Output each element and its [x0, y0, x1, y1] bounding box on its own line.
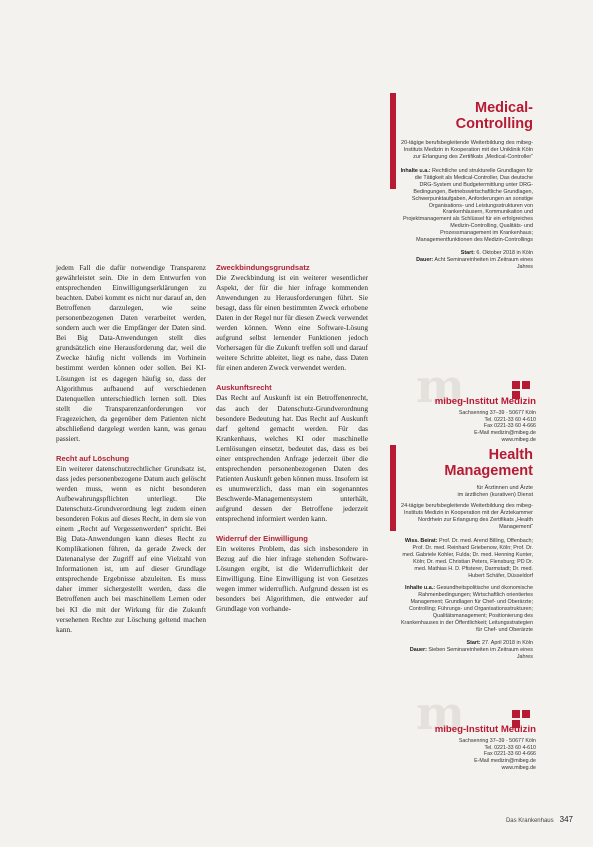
- heading-recht-auf-loeschung: Recht auf Löschung: [56, 453, 129, 463]
- heading-auskunftsrecht: Auskunftsrecht: [216, 383, 272, 393]
- paragraph-transparency: jedem Fall die dafür notwendige Transparenz gewährleistet sein. Die in dem Entwurfen von entsprechenden Einwilligungserklärungen zu beachten. Dabei kommt es nicht nur darauf an, den Betroffenen darzulegen, wie seine personenbezogenen Daten verarbeitet werden, sondern auch wer die Empfänger der Daten sind. Bei Big Data-Anwendungen stellt dies grundsätzlich eine Herausforderung dar, weil die Zwecke häufig nicht vollends im Vorhinein bestimmt werden können oder sollen. Bei KI-Lösungen ist es dagegen häufig so, dass der Algorithmus aufbauend auf verschiedenen Datenquellen unterschiedlich lernen soll. Dies stellt die Transparenzanforderungen vor Fragezeichen, da gegenüber dem Patienten nicht abschließend dargelegt werden kann, was genau passiert.: [56, 263, 206, 443]
- article-column-left: [56, 263, 206, 635]
- mibeg-watermark-icon: m: [416, 686, 465, 740]
- ad-accent-bar-top: [390, 93, 396, 189]
- ad1-subtitle: 20-tägige berufsbegleitende Weiterbildung des mibeg-Instituts Medizin in Kooperation mit der Uniklinik Köln zur Erlangung des Zertifikats „Medical-Controller“: [401, 140, 533, 160]
- ad2-duration: Dauer: Sieben Seminareinheiten im Zeitraum eines Jahres: [409, 646, 533, 660]
- mibeg-name: mibeg-Institut Medizin: [434, 724, 536, 735]
- page-footer: [460, 815, 573, 824]
- heading-widerruf: Widerruf der Einwilligung: [216, 534, 308, 544]
- mibeg-watermark-icon: m: [416, 359, 465, 413]
- ad2-subtitle-2: im ärztlichen (kurativen) Dienst: [457, 492, 533, 498]
- paragraph-loeschung: Ein weiterer datenschutzrechtlicher Grundsatz ist, dass jedes personenbezogene Datum auch gelöscht werden muss, wenn es nicht besonderen Aufbewahrungspflichten unterliegt. Die Datenschutz-Grundverordnung legt zudem einen besonderen Fokus auf dieses Recht, in dem sie von einem „Recht auf Vergessenwerden“ spricht. Bei Big Data-Anwendungen kann dieses Recht zu Komplikationen führen, da gerade Zweck der Datenanalyse der Zugriff auf eine Vielzahl von Informationen ist, um auf dieser Grundlage entsprechende Ergebnisse abzuleiten. Es muss daher immer sichergestellt werden, dass die Betroffenen auch bei maschinellem Lernen oder bei KI die mit der Wirkung für die Zukunft versehenen Rechte zur Löschung geltend machen kann.: [56, 463, 206, 634]
- ad1-title-line2: Controlling: [455, 116, 533, 132]
- mibeg-address: Sachsenring 37–39 · 50677 Köln Tel. 0221-33 60 4-610 Fax 0221-33 60 4-666 E-Mail medizin@mibeg.de www.mibeg.de: [458, 410, 536, 443]
- ad2-title-line2: Management: [444, 463, 533, 479]
- mibeg-address: Sachsenring 37–39 · 50677 Köln Tel. 0221-33 60 4-610 Fax 0221-33 60 4-666 E-Mail medizin@mibeg.de www.mibeg.de: [458, 738, 536, 771]
- ad1-contents: Inhalte u.a.: Rechtliche und strukturelle Grundlagen für die Tätigkeit als Medical-Controller, Das deutsche DRG-System und Budgetermittlung unter DRG-Bedingungen, Betriebswirtschaftliche Grundlagen, Schwerpunktaufgaben, Anforderungen an sonstige Organisations- und Leistungsstrukturen von Krankenhäusern, Kommunikation und Projektmanagement als Schlüssel für ein erfolgreiches Medizin-Controlling, Qualitäts- und Prozessmanagement im Krankenhaus; Managementfunktionen des Medizin-Controllings: [400, 168, 533, 244]
- mibeg-name: mibeg-Institut Medizin: [434, 396, 536, 407]
- ad1-title-line1: Medical-: [474, 100, 533, 116]
- paragraph-widerruf: Ein weiteres Problem, das sich insbesondere in Bezug auf die hier infrage stehenden Software-Lösungen ergibt, ist die Widerruflichkeit der Einwilligung. Eine Einwilligung ist von Gesetzes wegen immer widerruflich. Aufgrund dessen ist es besonders bei Algorithmen, die entweder auf Grundlage von vorhande-: [216, 544, 368, 614]
- ad2-advisory-board: Wiss. Beirat: Prof. Dr. med. Arend Billing, Offenbach; Prof. Dr. med. Reinhard Griebenow, Köln; Prof. Dr. med. Gabriele Kohler, Fulda; Dr. med. Henning Kunter, Köln; Dr. med. Christian Peters, Flensburg; PD Dr. med. Mathias H. D. Pfisterer, Darmstadt; Dr. med. Hubert Schäfer, Düsseldorf: [402, 538, 533, 579]
- ad2-title-line1: Health: [488, 447, 533, 463]
- ad1-duration: Dauer: Acht Seminareinheiten im Zeitraum eines Jahres: [416, 256, 533, 270]
- heading-zweckbindung: Zweckbindungsgrundsatz: [216, 263, 310, 272]
- ad-medical-controlling: [400, 100, 533, 277]
- ad2-start: Start: 27. April 2018 in Köln: [466, 639, 533, 646]
- ad-accent-bar-middle: [390, 445, 396, 531]
- article-column-middle: [216, 263, 368, 614]
- footer-label: Das Krankenhaus: [505, 818, 554, 824]
- mibeg-logo-block-2: [400, 686, 536, 784]
- ad1-start: Start: 6. Oktober 2018 in Köln: [460, 249, 533, 256]
- page-number: 347: [559, 815, 573, 824]
- ad2-contents: Inhalte u.a.: Gesundheitspolitische und ökonomische Rahmenbedingungen; Wirtschaftlich orientiertes Management; Grundlagen für Chef- und Oberärzte; Controlling; Führungs- und Organisationsstrukturen; Qualitätsmanagement; Positionierung des Krankenhauses in der Öffentlichkeit; Leitungsstrategien für Chef- und Oberärzte: [400, 585, 533, 633]
- ad2-subtitle-3: 24-tägige berufsbegleitende Weiterbildung des mibeg-Instituts Medizin in Kooperation mit der Ärztekammer Nordrhein zur Erlangung des Zertifikats „Health Management“: [401, 503, 533, 530]
- paragraph-auskunftsrecht: Das Recht auf Auskunft ist ein Betroffenenrecht, das auch der Datenschutz-Grundverordnung besondere Bedeutung hat. Das Recht auf Auskunft darf geltend gemacht werden. Für das Krankenhaus, welches KI oder maschinelle Lernlösungen einsetzt, bedeutet das, dass es bei einer entsprechenden Anfrage jederzeit über die entsprechenden personenbezogenen Daten des Patienten Auskunft geben können muss. Insofern ist es unumwerzlich, dass man ein sogenanntes Beschwerde-Managementsystem unterhält, aufgrund dessen der Betroffene jederzeit entsprechend informiert werden kann.: [216, 393, 368, 524]
- ad-health-management: [400, 447, 533, 667]
- paragraph-zweckbindung: Die Zweckbindung ist ein weiterer wesentlicher Aspekt, der für die hier infrage kommenden Anwendungen zu Herausforderungen führt. Sie besagt, dass für einen bestimmten Zweck erhobene Daten in der Regel nur für diesen Zweck verwendet werden können. Wenn eine Software-Lösung aufgrund selbst lernender Funktionen jedoch Vorhersagen für die Zukunft treffen soll und darauf weitere Schritte ableitet, liegt es nahe, dass Daten für einen anderen Zweck verwendet werden.: [216, 273, 368, 373]
- mibeg-logo-block-1: [400, 359, 536, 455]
- ad2-subtitle-1: für Ärztinnen und Ärzte: [476, 485, 533, 491]
